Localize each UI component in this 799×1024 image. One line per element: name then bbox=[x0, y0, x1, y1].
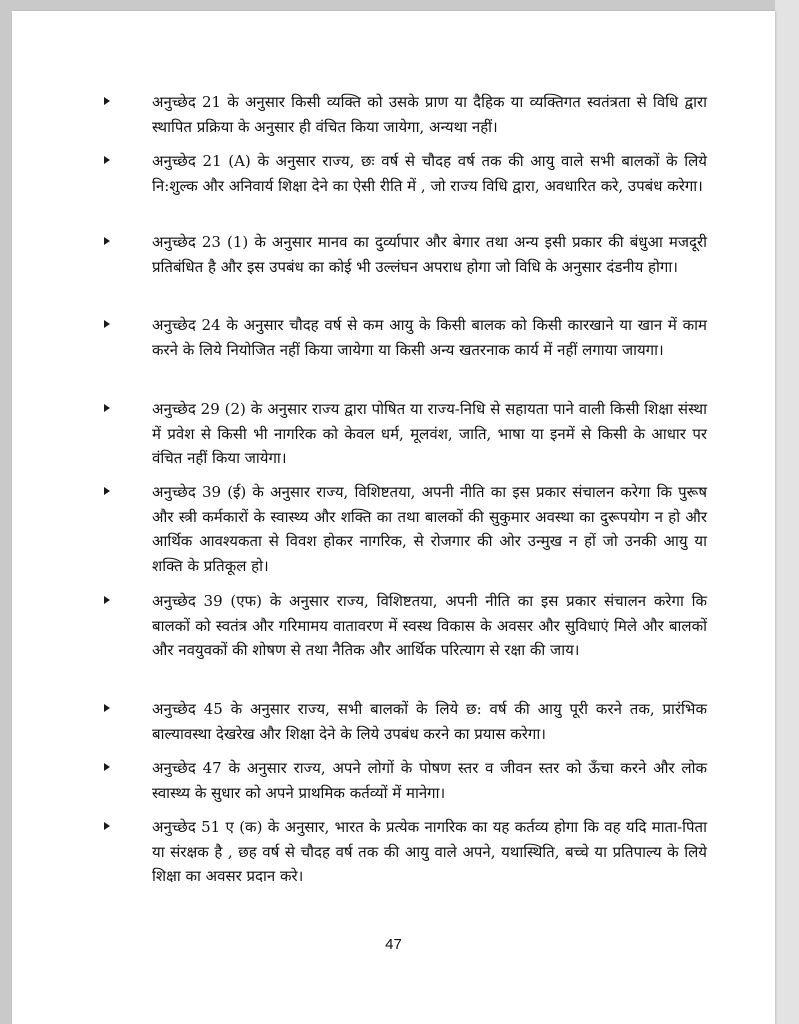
bullet-arrow-icon bbox=[104, 763, 110, 771]
bullet-arrow-icon bbox=[104, 822, 110, 830]
item-text: अनुच्छेद 21 के अनुसार किसी व्यक्ति को उसके प्राण या दैहिक या व्यक्तिगत स्वतंत्रता से विधि द्वारा स्थापित प्रक्रिया के अनुसार ही वंचित किया जायेगा, अन्यथा नहीं। bbox=[152, 93, 707, 136]
item-text: अनुच्छेद 51 ए (क) के अनुसार, भारत के प्रत्येक नागरिक का यह कर्तव्य होगा कि वह यदि माता-पिता या संरक्षक है , छह वर्ष से चौदह वर्ष तक की आयु वाले अपने, यथास्थिति, बच्चे या प्रतिपाल्य के लिये शिक्षा का अवसर प्रदान करे। bbox=[152, 818, 707, 885]
bullet-arrow-icon bbox=[104, 596, 110, 604]
article-list bbox=[12, 11, 775, 1024]
item-text: अनुच्छेद 29 (2) के अनुसार राज्य द्वारा पोषित या राज्य-निधि से सहायता पाने वाली किसी शिक्षा संस्था में प्रवेश से किसी भी नागरिक को केवल धर्म, मूलवंश, जाति, भाषा या इनमें से किसी के आधार पर वंचित नहीं किया जायेगा। bbox=[152, 400, 707, 467]
bullet-arrow-icon bbox=[104, 487, 110, 495]
item-text: अनुच्छेद 24 के अनुसार चौदह वर्ष से कम आयु के किसी बालक को किसी कारखाने या खान में काम करने के लिये नियोजित नहीं किया जायेगा या किसी अन्य खतरनाक कार्य में नहीं लगाया जायगा। bbox=[152, 316, 707, 359]
item-text: अनुच्छेद 47 के अनुसार राज्य, अपने लोगों के पोषण स्तर व जीवन स्तर को ऊँचा करने और लोक स्वास्थ्य के सुधार को अपने प्राथमिक कर्तव्यों में मानेगा। bbox=[152, 759, 707, 802]
item-text: अनुच्छेद 45 के अनुसार राज्य, सभी बालकों के लिये छ: वर्ष की आयु पूरी करने तक, प्रारंभिक बाल्यावस्था देखरेख और शिक्षा देने के लिये उपबंध करने का प्रयास करेगा। bbox=[152, 700, 707, 743]
item-text: अनुच्छेद 39 (ई) के अनुसार राज्य, विशिष्टतया, अपनी नीति का इस प्रकार संचालन करेगा कि पुरूष और स्त्री कर्मकारों के स्वास्थ्य और शक्ति का तथा बालकों की सुकुमार अवस्था का दुरूपयोग न हो और आर्थिक आवश्यकता से विवश होकर नागरिक, से रोजगार की ओर उन्मुख न हों जो उनकी आयु या शक्ति के प्रतिकूल हो। bbox=[152, 483, 707, 575]
bullet-arrow-icon bbox=[104, 237, 110, 245]
bullet-arrow-icon bbox=[104, 320, 110, 328]
bullet-arrow-icon bbox=[104, 404, 110, 412]
bullet-arrow-icon bbox=[104, 97, 110, 105]
item-text: अनुच्छेद 39 (एफ) के अनुसार राज्य, विशिष्टतया, अपनी नीति का इस प्रकार संचालन करेगा कि बालकों को स्वतंत्र और गरिमामय वातावरण में स्वस्थ विकास के अवसर और सुविधाएं मिले और बालकों और नवयुवकों की शोषण से तथा नैतिक और आर्थिक परित्याग से रक्षा की जाय। bbox=[152, 592, 707, 659]
item-text: अनुच्छेद 21 (A) के अनुसार राज्य, छः वर्ष से चौदह वर्ष तक की आयु वाले सभी बालकों के लिये नि:शुल्क और अनिवार्य शिक्षा देने का ऐसी रीति में , जो राज्य विधि द्वारा, अवधारित करे, उपबंध करेगा। bbox=[152, 152, 707, 195]
item-text: अनुच्छेद 23 (1) के अनुसार मानव का दुर्व्यापार और बेगार तथा अन्य इसी प्रकार की बंधुआ मजदूरी प्रतिबंधित है और इस उपबंध का कोई भी उल्लंघन अपराध होगा जो विधि के अनुसार दंडनीय होगा। bbox=[152, 233, 707, 276]
bullet-arrow-icon bbox=[104, 704, 110, 712]
page-number: 47 bbox=[385, 936, 402, 953]
document-page bbox=[12, 11, 775, 1024]
viewer-background bbox=[775, 0, 799, 1024]
bullet-arrow-icon bbox=[104, 156, 110, 164]
